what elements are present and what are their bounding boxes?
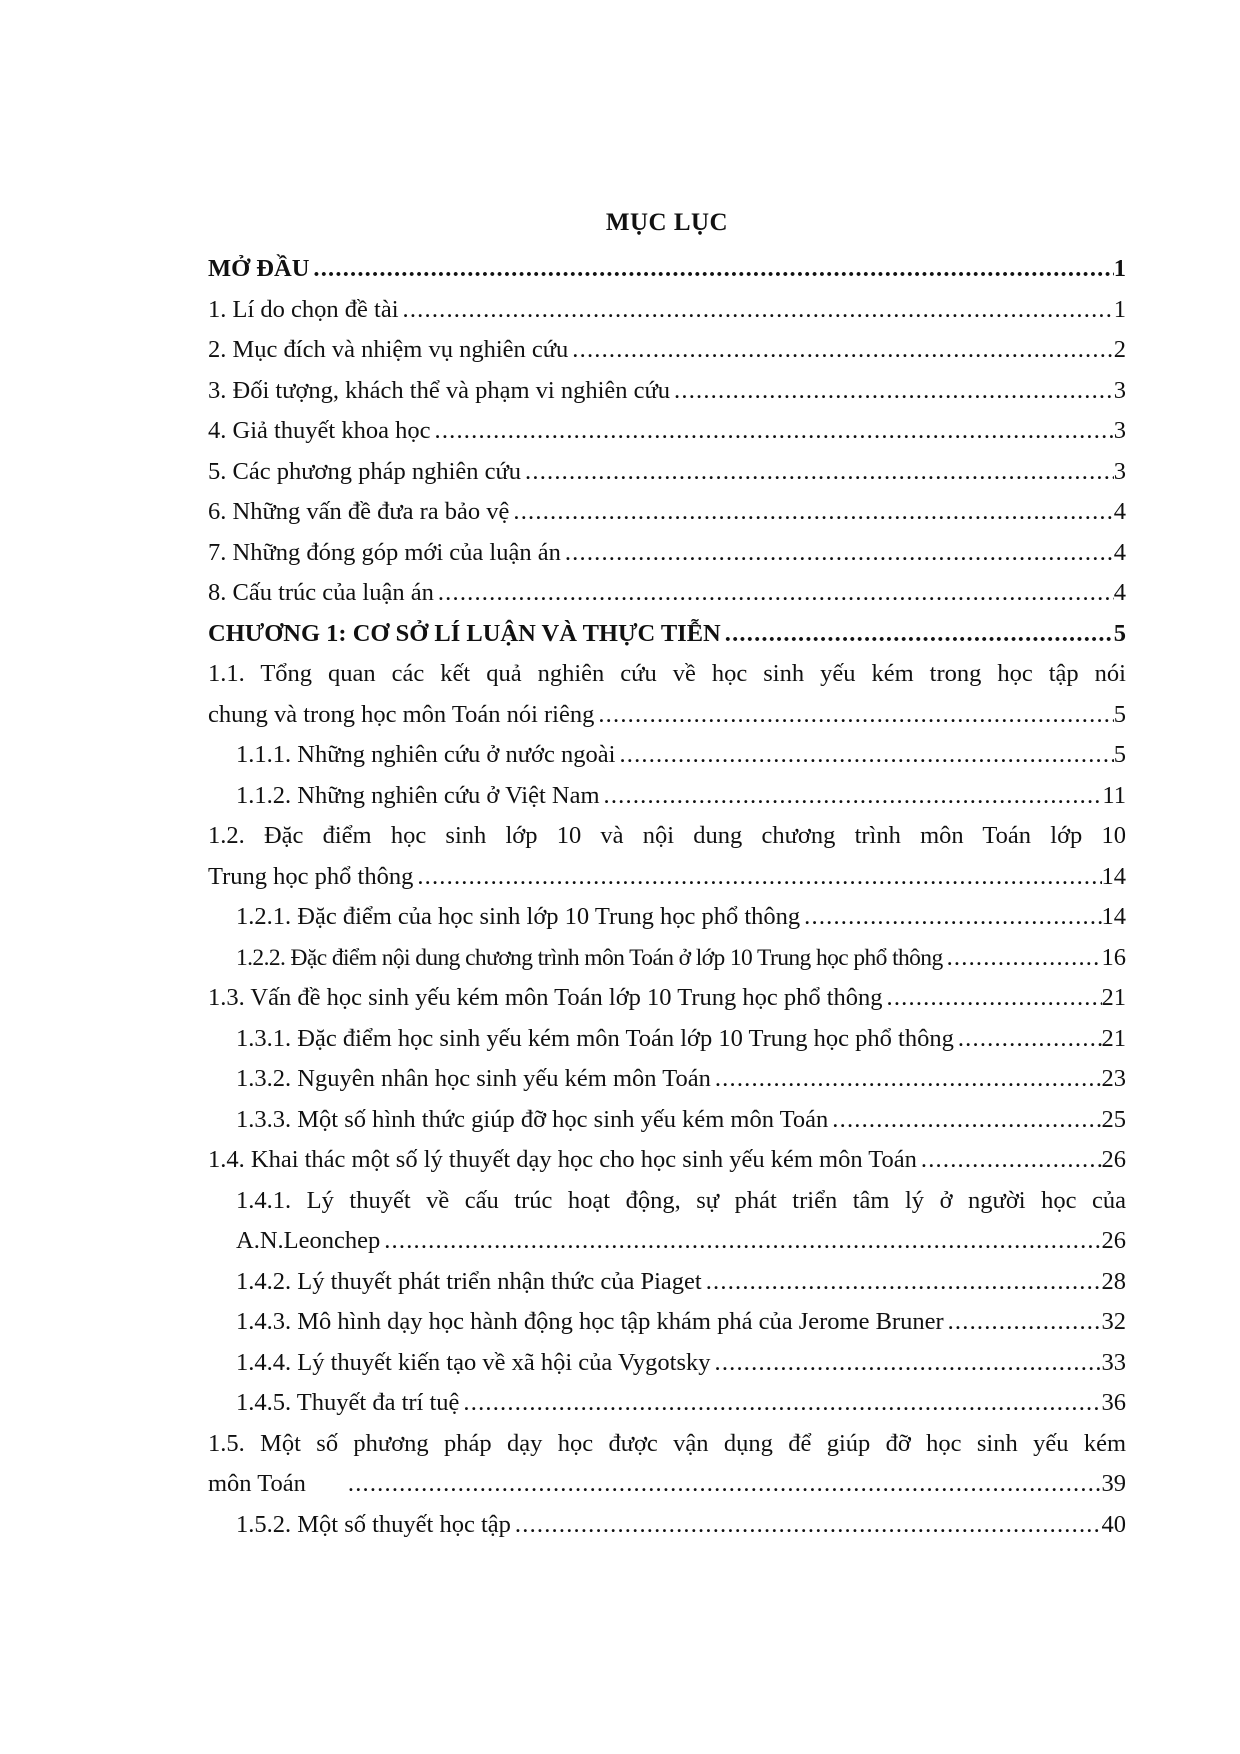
toc-entry (208, 411, 1126, 452)
toc-entry-row (236, 938, 1126, 979)
toc-entry-title: 8. Cấu trúc của luận án (208, 579, 434, 606)
dot-leader (725, 614, 1114, 655)
dot-leader (513, 492, 1113, 533)
toc-entry-title: 5. Các phương pháp nghiên cứu (208, 457, 522, 485)
toc-list (208, 249, 1126, 1545)
toc-entry-heading-line: 1.4.1. Lý thuyết về cấu trúc hoạt động, sự phát triển tâm lý ở người học của (236, 1186, 1126, 1214)
toc-entry-page-number: 25 (1101, 1105, 1126, 1133)
toc-entry (208, 330, 1126, 371)
toc-entry-title: 1.2.2. Đặc điểm nội dung chương trình môn Toán ở lớp 10 Trung học phổ thông (236, 944, 943, 971)
toc-entry-title: môn Toán (208, 1470, 306, 1497)
dot-leader (947, 938, 1102, 979)
toc-entry-row (208, 978, 1126, 1019)
toc-entry-page-number: 26 (1101, 1227, 1126, 1254)
toc-entry-page-number: 39 (1101, 1470, 1126, 1497)
toc-entry-heading-line: 1.1. Tổng quan các kết quả nghiên cứu về học sinh yếu kém trong học tập nói (208, 660, 1126, 687)
toc-entry-page-number: 5 (1113, 741, 1126, 768)
toc-entry-title: chung và trong học môn Toán nói riêng (208, 700, 595, 728)
toc-entry (208, 1181, 1126, 1262)
dot-leader (832, 1100, 1101, 1141)
toc-entry-page-number: 40 (1101, 1510, 1126, 1538)
toc-entry-title: 1.1.1. Những nghiên cứu ở nước ngoài (236, 741, 616, 768)
toc-entry-page-number: 16 (1101, 943, 1126, 971)
toc-entry (208, 452, 1126, 493)
dot-leader (384, 1221, 1101, 1262)
toc-entry-row (236, 1100, 1126, 1141)
document-page (208, 206, 1126, 1545)
toc-entry-title: 1.4.2. Lý thuyết phát triển nhận thức của Piaget (236, 1267, 702, 1295)
toc-entry (208, 290, 1126, 331)
dot-leader (598, 695, 1113, 736)
toc-entry-row (236, 897, 1126, 938)
toc-entry (208, 371, 1126, 412)
toc-entry-row (208, 411, 1126, 452)
dot-leader (403, 290, 1114, 331)
toc-entry-page-number: 5 (1113, 700, 1126, 728)
toc-entry-row (208, 614, 1126, 655)
toc-entry-title: 1.3.3. Một số hình thức giúp đỡ học sinh yếu kém môn Toán (236, 1105, 829, 1133)
toc-entry-row (236, 1505, 1126, 1546)
toc-entry-page-number: 14 (1101, 862, 1126, 890)
toc-entry-title: 4. Giả thuyết khoa học (208, 417, 431, 444)
toc-entry (208, 533, 1126, 574)
dot-leader (417, 857, 1101, 898)
toc-entry-title: 1.5.2. Một số thuyết học tập (236, 1510, 511, 1538)
toc-entry-page-number: 1 (1113, 295, 1126, 323)
toc-entry-title: 1.4.3. Mô hình dạy học hành động học tập khám phá của Jerome Bruner (236, 1308, 944, 1335)
toc-entry (208, 1100, 1126, 1141)
toc-entry-heading-line: 1.2. Đặc điểm học sinh lớp 10 và nội dung chương trình môn Toán lớp 10 (208, 822, 1126, 849)
dot-leader (604, 776, 1103, 817)
dot-leader (463, 1383, 1101, 1424)
toc-entry-page-number: 11 (1102, 781, 1126, 809)
toc-entry-title: 6. Những vấn đề đưa ra bảo vệ (208, 498, 510, 525)
toc-entry-page-number: 4 (1113, 498, 1126, 525)
toc-entry (208, 654, 1126, 735)
toc-entry-row (208, 330, 1126, 371)
dot-leader (715, 1343, 1102, 1384)
toc-entry-heading-line: 1.5. Một số phương pháp dạy học được vận dụng để giúp đỡ học sinh yếu kém (208, 1429, 1126, 1457)
toc-entry-title: CHƯƠNG 1: CƠ SỞ LÍ LUẬN VÀ THỰC TIỄN (208, 619, 721, 647)
toc-entry-page-number: 3 (1113, 417, 1126, 444)
toc-entry (208, 1302, 1126, 1343)
toc-entry-page-number: 28 (1101, 1267, 1126, 1295)
dot-leader (958, 1019, 1102, 1060)
toc-entry-page-number: 23 (1101, 1065, 1126, 1092)
toc-entry (208, 1019, 1126, 1060)
toc-entry-row (208, 573, 1126, 614)
toc-entry-row (208, 452, 1126, 493)
toc-entry-title: 3. Đối tượng, khách thể và phạm vi nghiên cứu (208, 376, 671, 404)
toc-entry (208, 938, 1126, 979)
toc-entry-row (208, 533, 1126, 574)
toc-entry-page-number: 4 (1113, 579, 1126, 606)
dot-leader (572, 330, 1113, 371)
toc-entry-title: 1.3.1. Đặc điểm học sinh yếu kém môn Toán lớp 10 Trung học phổ thông (236, 1024, 954, 1052)
toc-entry-page-number: 33 (1101, 1348, 1126, 1376)
toc-entry (208, 1059, 1126, 1100)
toc-entry (208, 1343, 1126, 1384)
dot-leader (348, 1464, 1102, 1505)
toc-entry-page-number: 4 (1113, 538, 1126, 566)
toc-entry (208, 1505, 1126, 1546)
toc-entry-row (208, 371, 1126, 412)
dot-leader (921, 1140, 1102, 1181)
toc-entry-page-number: 21 (1101, 984, 1126, 1011)
toc-entry-title: MỞ ĐẦU (208, 255, 310, 282)
dot-leader (948, 1302, 1102, 1343)
toc-entry-title: 1.4.4. Lý thuyết kiến tạo về xã hội của Vygotsky (236, 1348, 711, 1376)
toc-entry (208, 1140, 1126, 1181)
toc-entry-page-number: 36 (1101, 1389, 1126, 1416)
toc-entry-page-number: 26 (1101, 1146, 1126, 1173)
toc-entry-row (236, 1383, 1126, 1424)
toc-entry-row (236, 1019, 1126, 1060)
toc-entry-page-number: 32 (1101, 1308, 1126, 1335)
toc-entry-row (236, 1221, 1126, 1262)
dot-leader (565, 533, 1114, 574)
toc-entry-title: 2. Mục đích và nhiệm vụ nghiên cứu (208, 336, 569, 363)
dot-leader (887, 978, 1102, 1019)
toc-entry-row (208, 695, 1126, 736)
toc-entry (208, 492, 1126, 533)
toc-entry-row (236, 1343, 1126, 1384)
toc-entry-title: A.N.Leonchep (236, 1227, 381, 1254)
dot-leader (313, 249, 1113, 290)
toc-entry-page-number: 2 (1113, 336, 1126, 363)
toc-entry (208, 816, 1126, 897)
dot-leader (715, 1059, 1102, 1100)
toc-entry-page-number: 1 (1113, 255, 1126, 282)
toc-entry-row (236, 735, 1126, 776)
dot-leader (674, 371, 1114, 412)
toc-entry-page-number: 5 (1113, 619, 1126, 647)
toc-entry-row (208, 290, 1126, 331)
dot-leader (435, 411, 1114, 452)
toc-entry-title: 1.3. Vấn đề học sinh yếu kém môn Toán lớp 10 Trung học phổ thông (208, 984, 883, 1011)
toc-entry-row (236, 1059, 1126, 1100)
toc-entry-row (236, 1262, 1126, 1303)
toc-entry (208, 897, 1126, 938)
toc-entry-page-number: 21 (1101, 1024, 1126, 1052)
toc-entry-title: 1.2.1. Đặc điểm của học sinh lớp 10 Trung học phổ thông (236, 903, 801, 930)
toc-entry (208, 614, 1126, 655)
toc-entry-title: 1.4. Khai thác một số lý thuyết dạy học cho học sinh yếu kém môn Toán (208, 1146, 917, 1173)
toc-entry-title: Trung học phổ thông (208, 862, 414, 890)
toc-entry-title: 1.3.2. Nguyên nhân học sinh yếu kém môn Toán (236, 1065, 711, 1092)
toc-entry-row (236, 776, 1126, 817)
toc-entry-page-number: 14 (1101, 903, 1126, 930)
toc-entry-page-number: 3 (1113, 376, 1126, 404)
toc-entry (208, 735, 1126, 776)
toc-entry (208, 978, 1126, 1019)
toc-entry-title: 1.1.2. Những nghiên cứu ở Việt Nam (236, 781, 600, 809)
toc-entry-title: 1. Lí do chọn đề tài (208, 295, 399, 323)
toc-entry (208, 1262, 1126, 1303)
dot-leader (804, 897, 1101, 938)
toc-entry-row (236, 1302, 1126, 1343)
toc-entry-row (208, 492, 1126, 533)
toc-entry-row (208, 857, 1126, 898)
toc-entry (208, 1383, 1126, 1424)
toc-entry (208, 573, 1126, 614)
toc-entry-row (208, 1464, 1126, 1505)
dot-leader (525, 452, 1114, 493)
toc-title: MỤC LỤC (605, 209, 729, 236)
toc-entry-row (208, 1140, 1126, 1181)
toc-entry-row (208, 249, 1126, 290)
dot-leader (619, 735, 1113, 776)
toc-entry-title: 1.4.5. Thuyết đa trí tuệ (236, 1389, 460, 1416)
toc-entry (208, 249, 1126, 290)
toc-entry (208, 776, 1126, 817)
toc-entry-title: 7. Những đóng góp mới của luận án (208, 538, 561, 566)
toc-entry-page-number: 3 (1113, 457, 1126, 485)
toc-entry (208, 1424, 1126, 1505)
dot-leader (438, 573, 1114, 614)
dot-leader (706, 1262, 1102, 1303)
dot-leader (515, 1505, 1102, 1546)
